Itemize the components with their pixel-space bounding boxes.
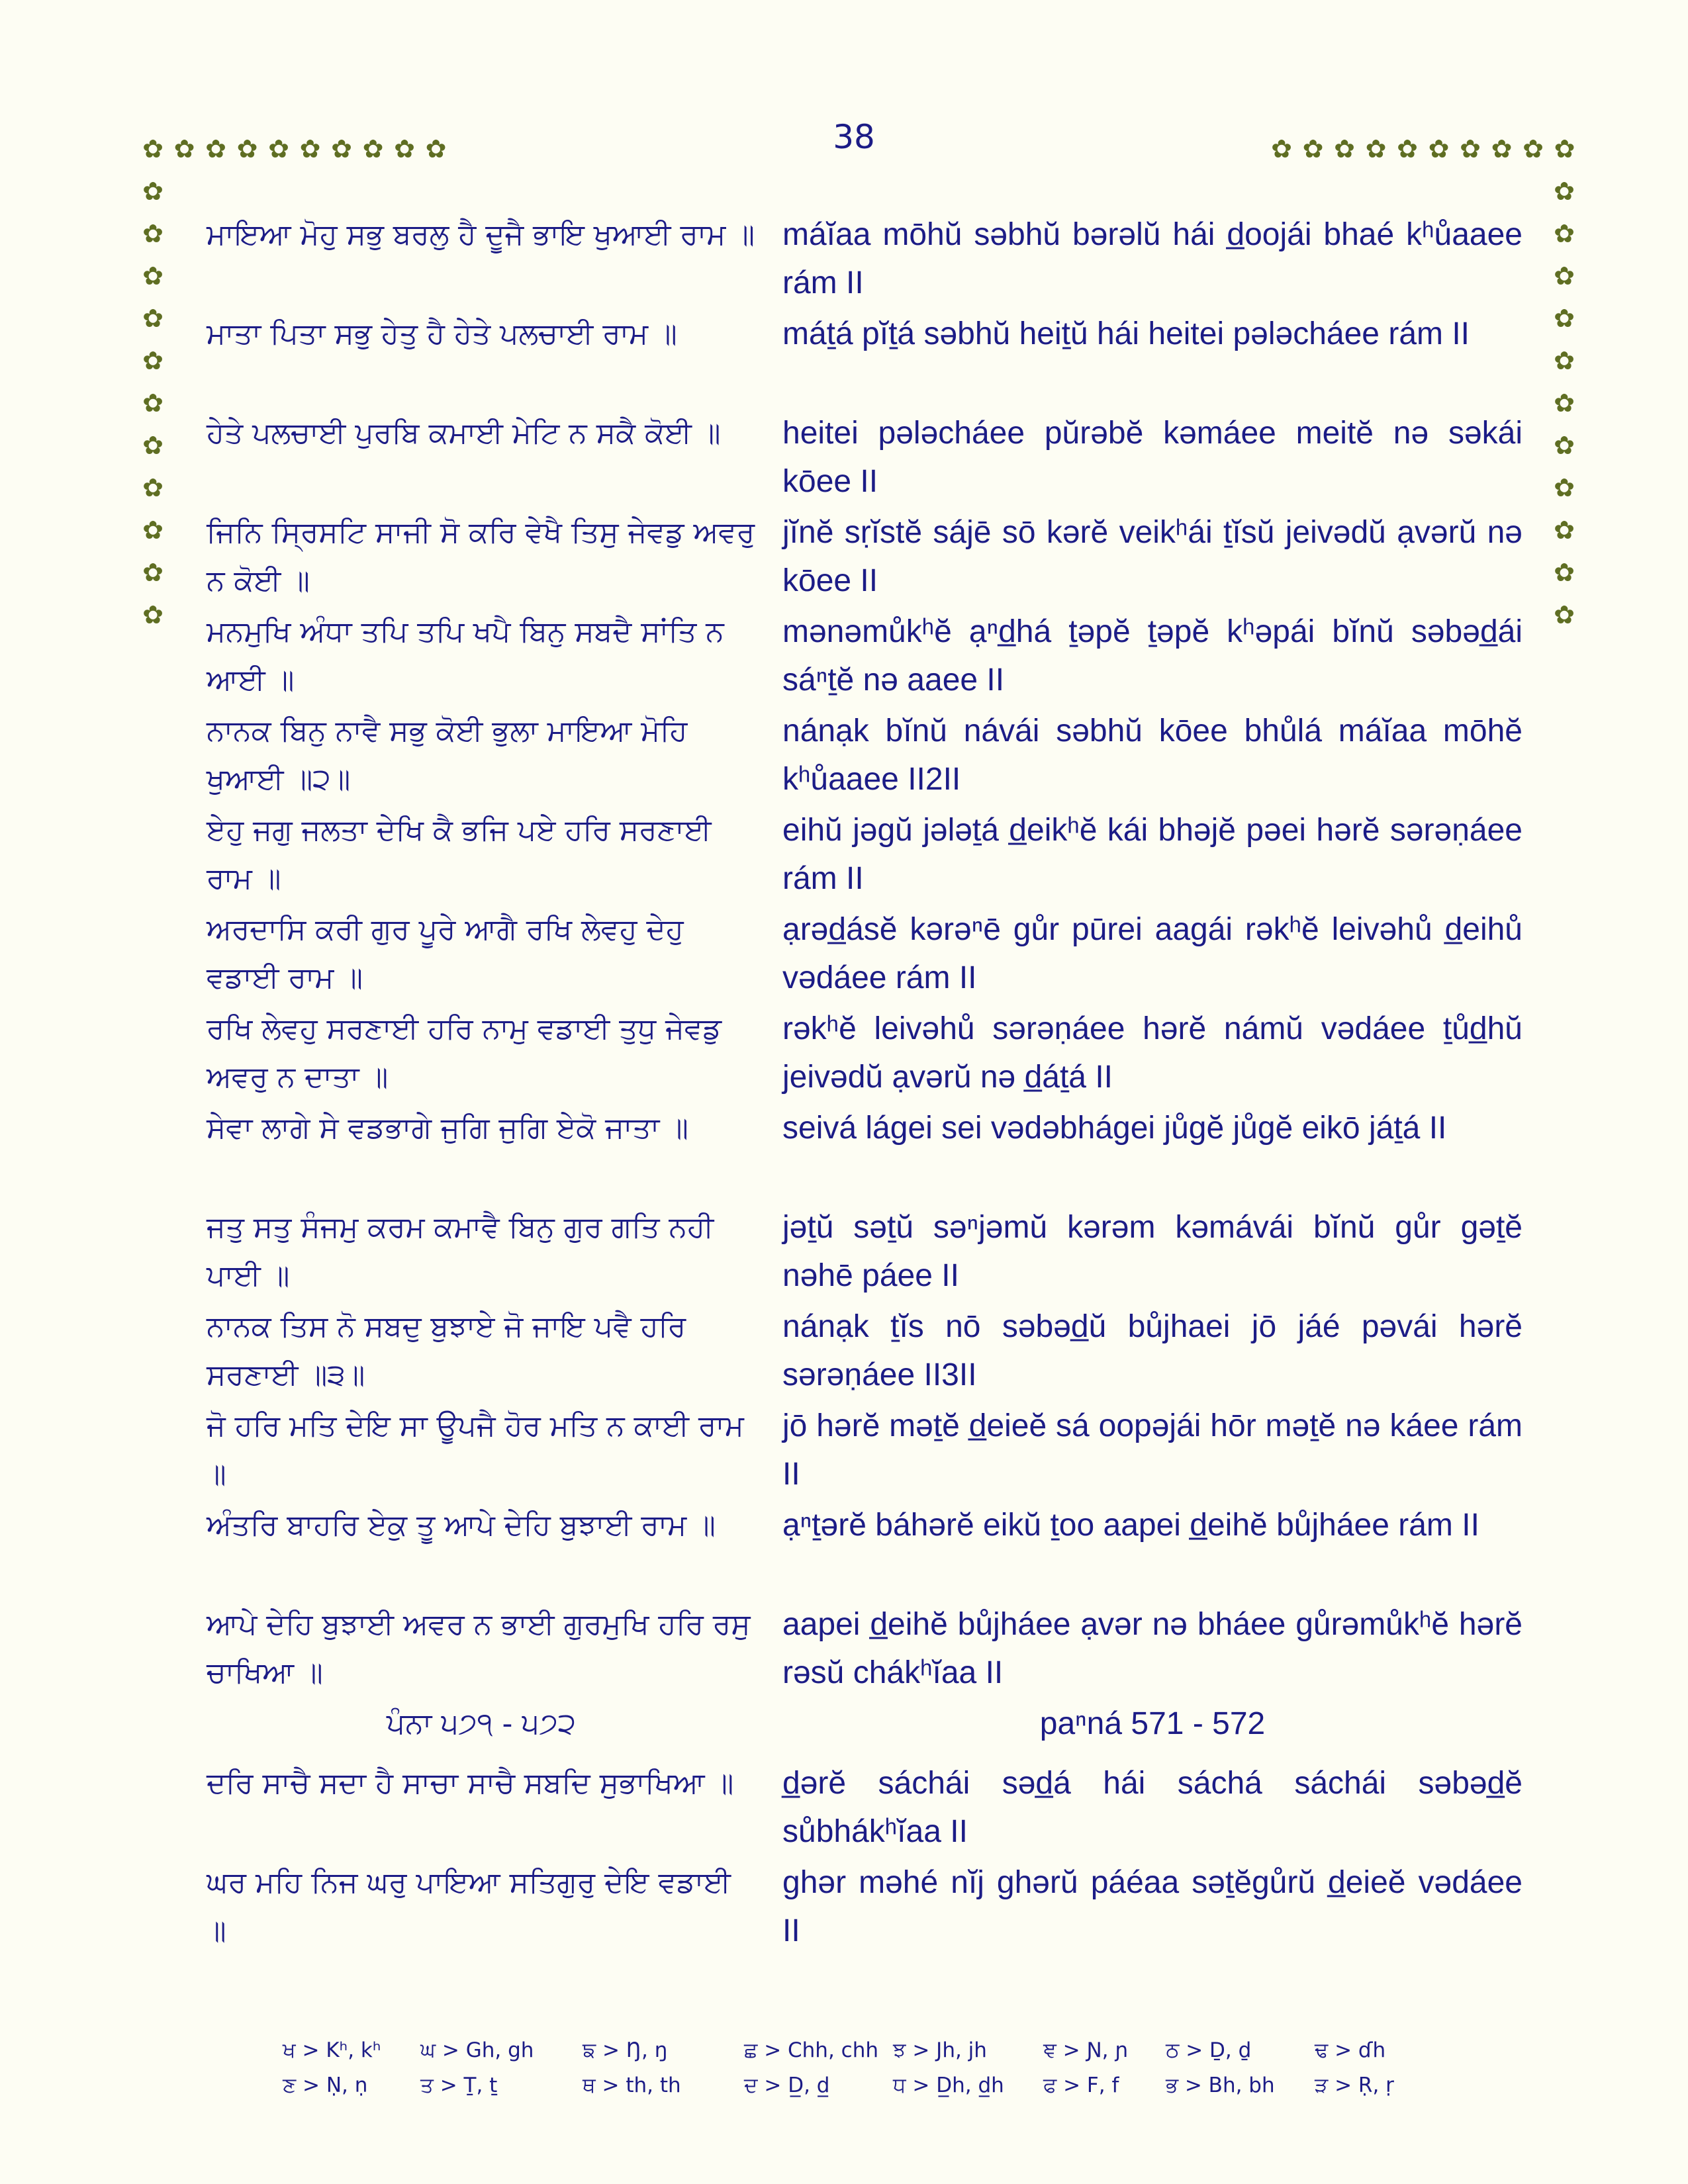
verse-row bbox=[0, 1858, 1688, 1958]
flower-icon: ✿ bbox=[1365, 134, 1387, 163]
key-entry: ਤ > Ṯ, ṯ bbox=[420, 2073, 498, 2097]
flower-icon: ✿ bbox=[362, 134, 384, 163]
verse-row bbox=[0, 1005, 1688, 1104]
flower-icon: ✿ bbox=[142, 177, 164, 206]
gurmukhi-text: ਮਾਤਾ ਪਿਤਾ ਸਭੁ ਹੇਤੁ ਹੈ ਹੇਤੇ ਪਲਚਾਈ ਰਾਮ ॥ bbox=[207, 317, 677, 351]
gurmukhi-text: ਘਰ ਮਹਿ ਨਿਜ ਘਰੁ ਪਾਇਆ ਸਤਿਗੁਰੁ ਦੇਇ ਵਡਾਈ ॥ bbox=[207, 1866, 731, 1948]
gurmukhi-text: ਏਹੁ ਜਗੁ ਜਲਤਾ ਦੇਖਿ ਕੈ ਭਜਿ ਪਏ ਹਰਿ ਸਰਣਾਈ ਰਾਮ ॥ bbox=[207, 813, 712, 895]
key-entry: ਘ > Gh, gh bbox=[420, 2038, 534, 2062]
flower-icon: ✿ bbox=[142, 346, 164, 375]
key-entry: ਖ > Kʰ, kʰ bbox=[283, 2038, 381, 2062]
flower-icon: ✿ bbox=[1428, 134, 1450, 163]
transliteration-text: ạⁿṯərĕ báhərĕ eikŭ ṯoo aapei d̲eihĕ bůjháee rám II bbox=[782, 1508, 1479, 1543]
key-entry: ਫ > F, f bbox=[1043, 2073, 1119, 2097]
flower-icon: ✿ bbox=[142, 219, 164, 248]
transliteration-text: nánạk bĭnŭ návái səbhŭ kōee bhůlá máĭaa mōhĕ kʰůaaee II2II bbox=[782, 713, 1523, 797]
flower-icon: ✿ bbox=[1397, 134, 1418, 163]
flower-icon: ✿ bbox=[1554, 473, 1575, 502]
transliteration-text: paⁿná 571 - 572 bbox=[1039, 1706, 1266, 1741]
flower-icon: ✿ bbox=[1554, 558, 1575, 587]
verse-row bbox=[0, 608, 1688, 707]
flower-icon: ✿ bbox=[268, 134, 289, 163]
page-reference bbox=[0, 1700, 1688, 1759]
transliteration-text: d̲ərĕ sáchái səd̲á hái sáchá sáchái səbəd̲ĕ sůbhákʰĭaa II bbox=[782, 1766, 1523, 1849]
flower-icon: ✿ bbox=[142, 431, 164, 460]
key-entry: ਣ > Ṇ, ṇ bbox=[283, 2073, 368, 2097]
gurmukhi-text: ਅਰਦਾਸਿ ਕਰੀ ਗੁਰ ਪੂਰੇ ਆਗੈ ਰਖਿ ਲੇਵਹੁ ਦੇਹੁ ਵਡਾਈ ਰਾਮ ॥ bbox=[207, 913, 684, 995]
verse-row bbox=[0, 1203, 1688, 1302]
key-entry: ਞ > Ɲ, ɲ bbox=[1043, 2038, 1129, 2062]
flower-icon: ✿ bbox=[1271, 134, 1292, 163]
flower-icon: ✿ bbox=[1491, 134, 1513, 163]
transliteration-text: seivá lágei sei vədəbhágei jůgĕ jůgĕ eikō jáṯá II bbox=[782, 1111, 1447, 1146]
flower-icon: ✿ bbox=[299, 134, 321, 163]
transliteration-text: nánạk ṯĭs nō səbəd̲ŭ bůjhaei jō jáé pəvái hərĕ sərəṇáee II3II bbox=[782, 1309, 1523, 1392]
key-entry: ਭ > Bh, bh bbox=[1166, 2073, 1275, 2097]
transliteration-text: máṯá pĭṯá səbhŭ heiṯŭ hái heitei pələcháee rám II bbox=[782, 316, 1470, 351]
gurmukhi-text: ਮਨਮੁਖਿ ਅੰਧਾ ਤਪਿ ਤਪਿ ਖਪੈ ਬਿਨੁ ਸਬਦੈ ਸਾਂਤਿ ਨ ਆਈ ॥ bbox=[207, 615, 724, 697]
key-entry: ਙ > Ŋ, ŋ bbox=[583, 2038, 668, 2062]
gurmukhi-text: ਜੋ ਹਰਿ ਮਤਿ ਦੇਇ ਸਾ ਊਪਜੈ ਹੋਰ ਮਤਿ ਨ ਕਾਈ ਰਾਮ ॥ bbox=[207, 1409, 744, 1491]
gurmukhi-text: ਨਾਨਕ ਬਿਨੁ ਨਾਵੈ ਸਭੁ ਕੋਈ ਭੁਲਾ ਮਾਇਆ ਮੋਹਿ ਖੁਆਈ ॥੨॥ bbox=[207, 714, 688, 796]
gurmukhi-text: ਜਿਨਿ ਸ੍ਰਿਸਟਿ ਸਾਜੀ ਸੋ ਕਰਿ ਵੇਖੈ ਤਿਸੁ ਜੇਵਡੁ ਅਵਰੁ ਨ ਕੋਈ ॥ bbox=[207, 516, 755, 598]
gurmukhi-text: ਰਖਿ ਲੇਵਹੁ ਸਰਣਾਈ ਹਰਿ ਨਾਮੁ ਵਡਾਈ ਤੁਧੁ ਜੇਵਡੁ ਅਵਰੁ ਨ ਦਾਤਾ ॥ bbox=[207, 1012, 722, 1094]
flower-icon: ✿ bbox=[1554, 261, 1575, 291]
gurmukhi-text: ਜਤੁ ਸਤੁ ਸੰਜਮੁ ਕਰਮ ਕਮਾਵੈ ਬਿਨੁ ਗੁਰ ਗਤਿ ਨਹੀ ਪਾਈ ॥ bbox=[207, 1210, 714, 1293]
flower-icon: ✿ bbox=[142, 134, 164, 163]
key-entry: ਦ > D̲, d̲ bbox=[744, 2073, 830, 2097]
gurmukhi-text: ਮਾਇਆ ਮੋਹੁ ਸਭੁ ਬਰਲੁ ਹੈ ਦੂਜੈ ਭਾਇ ਖੁਆਈ ਰਾਮ ॥ bbox=[207, 218, 755, 251]
verse-row bbox=[0, 1104, 1688, 1203]
flower-icon: ✿ bbox=[425, 134, 447, 163]
transliteration-text: ghər məhé nĭj ghərŭ páéaa səṯĕgůrŭ d̲eieĕ vədáee II bbox=[782, 1865, 1523, 1948]
verse-row bbox=[0, 905, 1688, 1005]
transliteration-text: eihŭ jəgŭ jələṯá d̲eikʰĕ kái bhəjĕ pəei hərĕ sərəṇáee rám II bbox=[782, 813, 1523, 896]
flower-icon: ✿ bbox=[142, 473, 164, 502]
verse-row bbox=[0, 1600, 1688, 1700]
flower-icon: ✿ bbox=[1554, 516, 1575, 545]
gurmukhi-text: ਪੰਨਾ ੫੭੧ - ੫੭੨ bbox=[386, 1707, 577, 1741]
flower-icon: ✿ bbox=[142, 304, 164, 333]
flower-icon: ✿ bbox=[1554, 600, 1575, 629]
gurmukhi-text: ਹੇਤੇ ਪਲਚਾਈ ਪੁਰਬਿ ਕਮਾਈ ਮੇਟਿ ਨ ਸਕੈ ਕੋਈ ॥ bbox=[207, 416, 721, 450]
gurmukhi-text: ਆਪੇ ਦੇਹਿ ਬੁਝਾਈ ਅਵਰ ਨ ਭਾਈ ਗੁਰਮੁਖਿ ਹਰਿ ਰਸੁ ਚਾਖਿਆ ॥ bbox=[207, 1608, 751, 1690]
transliteration-text: jō hərĕ məṯĕ d̲eieĕ sá oopəjái hōr məṯĕ nə káee rám II bbox=[782, 1408, 1523, 1492]
flower-icon: ✿ bbox=[205, 134, 226, 163]
transliteration-text: rəkʰĕ leivəhů sərəṇáee hərĕ námŭ vədáee ṯůd̲hŭ jeivədŭ ạvərŭ nə d̲áṯá II bbox=[782, 1011, 1523, 1095]
flower-icon: ✿ bbox=[1554, 177, 1575, 206]
flower-icon: ✿ bbox=[173, 134, 195, 163]
flower-icon: ✿ bbox=[142, 261, 164, 291]
flower-icon: ✿ bbox=[1554, 304, 1575, 333]
verse-row bbox=[0, 1759, 1688, 1858]
key-entry: ਠ > Ḏ, ḏ bbox=[1166, 2038, 1252, 2062]
flower-icon: ✿ bbox=[331, 134, 352, 163]
flower-icon: ✿ bbox=[1554, 431, 1575, 460]
key-entry: ਧ > D̲h, d̲h bbox=[893, 2073, 1004, 2097]
gurmukhi-text: ਨਾਨਕ ਤਿਸ ਨੋ ਸਬਦੁ ਬੁਝਾਏ ਜੋ ਜਾਇ ਪਵੈ ਹਰਿ ਸਰਣਾਈ ॥੩॥ bbox=[207, 1310, 686, 1392]
flower-icon: ✿ bbox=[394, 134, 415, 163]
key-entry: ਛ > Chh, chh bbox=[744, 2038, 879, 2062]
verse-row bbox=[0, 1302, 1688, 1402]
flower-icon: ✿ bbox=[142, 558, 164, 587]
key-entry: ਢ > ɗh bbox=[1315, 2038, 1386, 2062]
transliteration-text: ạrəd̲ásĕ kərəⁿē gůr pūrei aagái rəkʰĕ leivəhů d̲eihů vədáee rám II bbox=[782, 912, 1523, 995]
flower-icon: ✿ bbox=[1554, 219, 1575, 248]
flower-icon: ✿ bbox=[1460, 134, 1481, 163]
key-entry: ੜ > Ṛ, ṛ bbox=[1315, 2073, 1394, 2097]
verse-row bbox=[0, 210, 1688, 310]
flower-icon: ✿ bbox=[1554, 388, 1575, 418]
verse-row bbox=[0, 310, 1688, 409]
flower-icon: ✿ bbox=[142, 516, 164, 545]
flower-icon: ✿ bbox=[1523, 134, 1544, 163]
flower-icon: ✿ bbox=[1554, 346, 1575, 375]
gurmukhi-text: ਦਰਿ ਸਾਚੈ ਸਦਾ ਹੈ ਸਾਚਾ ਸਾਚੈ ਸਬਦਿ ਸੁਭਾਖਿਆ ॥ bbox=[207, 1766, 734, 1800]
key-entry: ਝ > Jh, jh bbox=[893, 2038, 987, 2062]
gurmukhi-text: ਅੰਤਰਿ ਬਾਹਰਿ ਏਕੁ ਤੂ ਆਪੇ ਦੇਹਿ ਬੁਝਾਈ ਰਾਮ ॥ bbox=[207, 1508, 716, 1542]
transliteration-text: jəṯŭ səṯŭ səⁿjəmŭ kərəm kəmávái bĭnŭ gůr gəṯĕ nəhē páee II bbox=[782, 1210, 1523, 1293]
flower-icon: ✿ bbox=[142, 600, 164, 629]
flower-icon: ✿ bbox=[142, 388, 164, 418]
verse-row bbox=[0, 1402, 1688, 1501]
flower-icon: ✿ bbox=[1334, 134, 1355, 163]
transliteration-text: aapei d̲eihĕ bůjháee ạvər nə bháee gůrəmůkʰĕ hərĕ rəsŭ chákʰĭaa II bbox=[782, 1607, 1523, 1690]
verse-row bbox=[0, 806, 1688, 905]
verse-row bbox=[0, 508, 1688, 608]
flower-icon: ✿ bbox=[1554, 134, 1575, 163]
key-entry: ਥ > th, th bbox=[583, 2073, 681, 2097]
verse-row bbox=[0, 707, 1688, 806]
transliteration-text: mənəmůkʰĕ ạⁿd̲há ṯəpĕ ṯəpĕ kʰəpái bĭnŭ səbəd̲ái sáⁿṯĕ nə aaee II bbox=[782, 614, 1523, 698]
gurmukhi-text: ਸੇਵਾ ਲਾਗੇ ਸੇ ਵਡਭਾਗੇ ਜੁਗਿ ਜੁਗਿ ਏਕੋ ਜਾਤਾ ॥ bbox=[207, 1111, 688, 1145]
page-number: 38 bbox=[833, 118, 875, 156]
transliteration-text: máĭaa mōhŭ səbhŭ bərəlŭ hái d̲oojái bhaé kʰůaaee rám II bbox=[782, 217, 1523, 300]
verse-row bbox=[0, 1501, 1688, 1600]
verse-row bbox=[0, 409, 1688, 508]
flower-icon: ✿ bbox=[236, 134, 258, 163]
transliteration-text: jĭnĕ sṛĭstĕ sájē sō kərĕ veikʰái ṯĭsŭ jeivədŭ ạvərŭ nə kōee II bbox=[782, 515, 1523, 598]
verse-list bbox=[0, 210, 1688, 1958]
flower-icon: ✿ bbox=[1302, 134, 1324, 163]
transliteration-text: heitei pələcháee pŭrəbĕ kəmáee meitĕ nə səkái kōee II bbox=[782, 416, 1523, 499]
